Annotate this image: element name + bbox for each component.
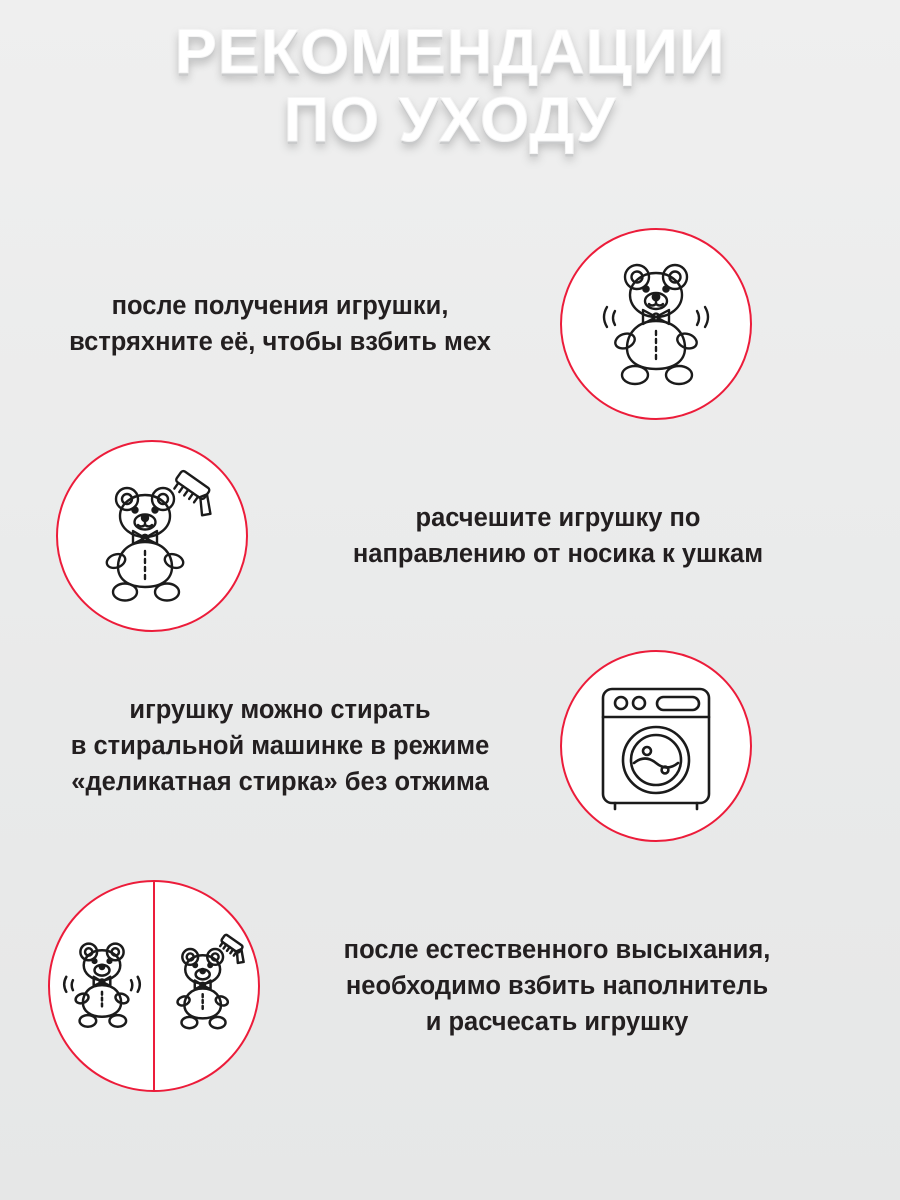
care-step-dry-text-line-2: необходимо взбить наполнитель	[345, 971, 769, 1000]
care-step-comb-text	[268, 500, 848, 572]
care-step-dry	[0, 880, 900, 1092]
care-step-dry-text-line-3: и расчесать игрушку	[425, 1008, 689, 1037]
care-step-dry-text-line-1: после естественного высыхания,	[343, 935, 771, 964]
care-step-dry-text	[272, 932, 842, 1041]
split-divider	[153, 882, 155, 1090]
teddy-bear-shaking-and-comb-split-icon	[48, 880, 260, 1092]
care-step-comb-text-line-2: направлению от носика к ушкам	[352, 540, 764, 568]
care-step-wash-text-line-2: в стиральной машинке в режиме	[70, 731, 490, 760]
care-step-shake-text-line-1: после получения игрушки,	[111, 291, 449, 320]
page-title-line-2: ПО УХОДУ	[283, 85, 617, 156]
page-title-line-1: РЕКОМЕНДАЦИИ	[174, 17, 726, 87]
washing-machine-icon	[560, 650, 752, 842]
care-step-shake	[0, 228, 900, 420]
page-title	[0, 18, 900, 154]
care-step-shake-text-line-2: встряхните её, чтобы взбить мех	[69, 328, 491, 356]
split-half-shake	[50, 882, 154, 1090]
care-step-wash-text-line-1: игрушку можно стирать	[129, 695, 431, 724]
teddy-bear-shaking-icon	[560, 228, 752, 420]
care-step-wash	[0, 650, 900, 842]
care-step-comb-text-line-1: расчешите игрушку по	[415, 503, 701, 532]
care-step-comb	[0, 440, 900, 632]
care-step-wash-text	[0, 692, 560, 801]
split-half-comb	[154, 882, 258, 1090]
care-step-wash-text-line-3: «деликатная стирка» без отжима	[71, 768, 489, 797]
teddy-bear-comb-icon	[56, 440, 248, 632]
care-step-shake-text	[0, 288, 560, 360]
